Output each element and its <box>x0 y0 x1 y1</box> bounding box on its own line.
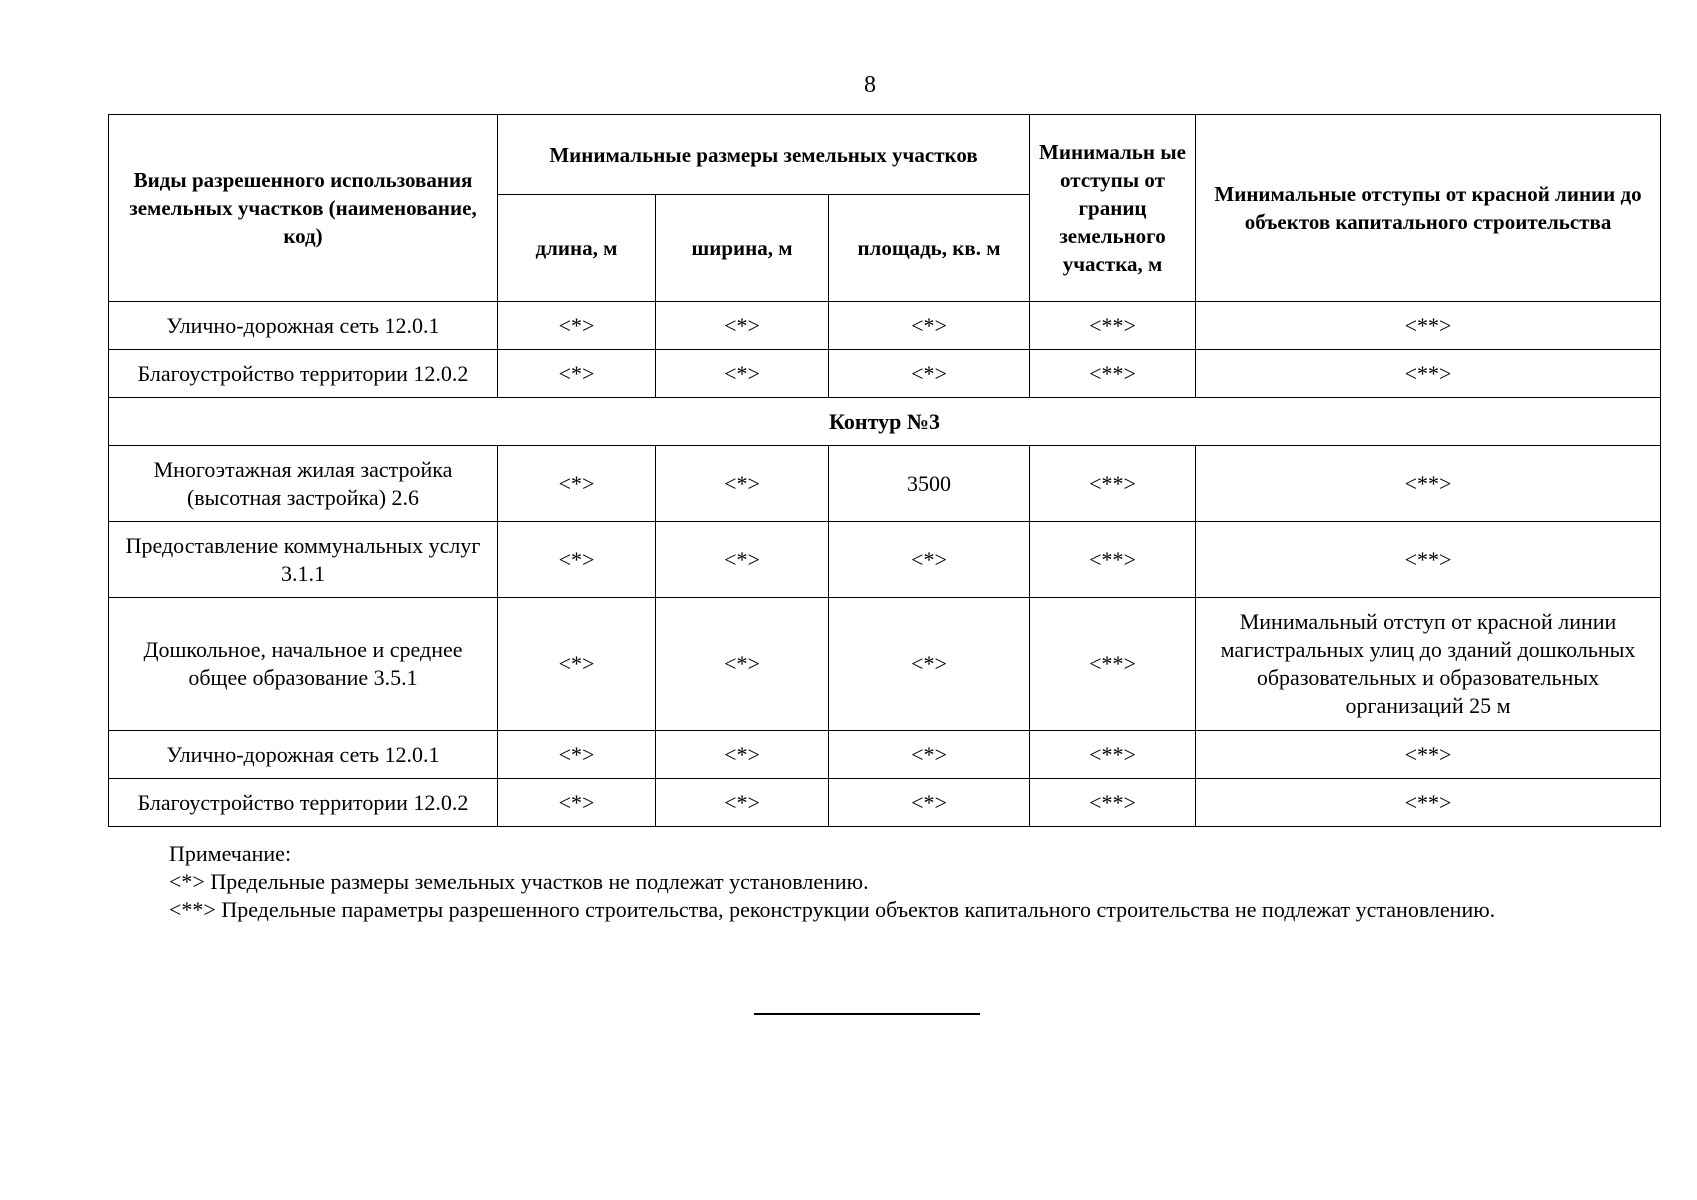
table-row <box>109 779 1661 827</box>
cell-length: <*> <box>498 446 656 522</box>
table-row <box>109 522 1661 598</box>
header-min-boundary-offsets: Минимальн ые отступы от границ земельного участка, м <box>1030 115 1196 302</box>
header-area: площадь, кв. м <box>829 195 1030 302</box>
cell-name: Предоставление коммунальных услуг 3.1.1 <box>109 522 498 598</box>
cell-area: <*> <box>829 302 1030 350</box>
cell-length: <*> <box>498 598 656 731</box>
cell-red-line: Минимальный отступ от красной линии магистральных улиц до зданий дошкольных образовательных и образовательных организаций 25 м <box>1196 598 1661 731</box>
header-min-red-line-offsets: Минимальные отступы от красной линии до объектов капитального строительства <box>1196 115 1661 302</box>
cell-red-line: <**> <box>1196 302 1661 350</box>
table-row <box>109 731 1661 779</box>
cell-area: <*> <box>829 779 1030 827</box>
header-land-use-kinds: Виды разрешенного использования земельных участков (наименование, код) <box>109 115 498 302</box>
table-row <box>109 598 1661 731</box>
cell-width: <*> <box>656 446 829 522</box>
note-double-asterisk: <**> Предельные параметры разрешенного строительства, реконструкции объектов капитального строительства не подлежат установлению. <box>169 897 1496 922</box>
cell-area: <*> <box>829 598 1030 731</box>
table-row <box>109 446 1661 522</box>
cell-name: Благоустройство территории 12.0.2 <box>109 350 498 398</box>
cell-boundary: <**> <box>1030 350 1196 398</box>
section-row <box>109 398 1661 446</box>
cell-width: <*> <box>656 302 829 350</box>
cell-name: Дошкольное, начальное и среднее общее образование 3.5.1 <box>109 598 498 731</box>
cell-red-line: <**> <box>1196 350 1661 398</box>
cell-length: <*> <box>498 302 656 350</box>
cell-width: <*> <box>656 779 829 827</box>
cell-name: Улично-дорожная сеть 12.0.1 <box>109 302 498 350</box>
cell-boundary: <**> <box>1030 598 1196 731</box>
cell-red-line: <**> <box>1196 779 1661 827</box>
notes <box>114 840 1620 924</box>
cell-area: <*> <box>829 350 1030 398</box>
cell-width: <*> <box>656 350 829 398</box>
cell-area: <*> <box>829 522 1030 598</box>
cell-boundary: <**> <box>1030 302 1196 350</box>
cell-length: <*> <box>498 350 656 398</box>
end-divider <box>754 1013 980 1015</box>
cell-area: 3500 <box>829 446 1030 522</box>
cell-width: <*> <box>656 522 829 598</box>
cell-length: <*> <box>498 779 656 827</box>
cell-name: Многоэтажная жилая застройка (высотная застройка) 2.6 <box>109 446 498 522</box>
table-row <box>109 350 1661 398</box>
cell-boundary: <**> <box>1030 522 1196 598</box>
cell-length: <*> <box>498 522 656 598</box>
cell-red-line: <**> <box>1196 522 1661 598</box>
section-title: Контур №3 <box>109 398 1661 446</box>
header-min-plot-sizes: Минимальные размеры земельных участков <box>498 115 1030 195</box>
page-number: 8 <box>864 72 876 98</box>
header-length: длина, м <box>498 195 656 302</box>
cell-red-line: <**> <box>1196 446 1661 522</box>
cell-name: Улично-дорожная сеть 12.0.1 <box>109 731 498 779</box>
cell-width: <*> <box>656 598 829 731</box>
notes-heading: Примечание: <box>169 841 292 866</box>
cell-width: <*> <box>656 731 829 779</box>
table-row <box>109 302 1661 350</box>
cell-red-line: <**> <box>1196 731 1661 779</box>
land-use-table <box>108 114 1661 827</box>
note-single-asterisk: <*> Предельные размеры земельных участков не подлежат установлению. <box>169 869 869 894</box>
cell-name: Благоустройство территории 12.0.2 <box>109 779 498 827</box>
header-width: ширина, м <box>656 195 829 302</box>
cell-length: <*> <box>498 731 656 779</box>
cell-area: <*> <box>829 731 1030 779</box>
cell-boundary: <**> <box>1030 779 1196 827</box>
cell-boundary: <**> <box>1030 446 1196 522</box>
cell-boundary: <**> <box>1030 731 1196 779</box>
